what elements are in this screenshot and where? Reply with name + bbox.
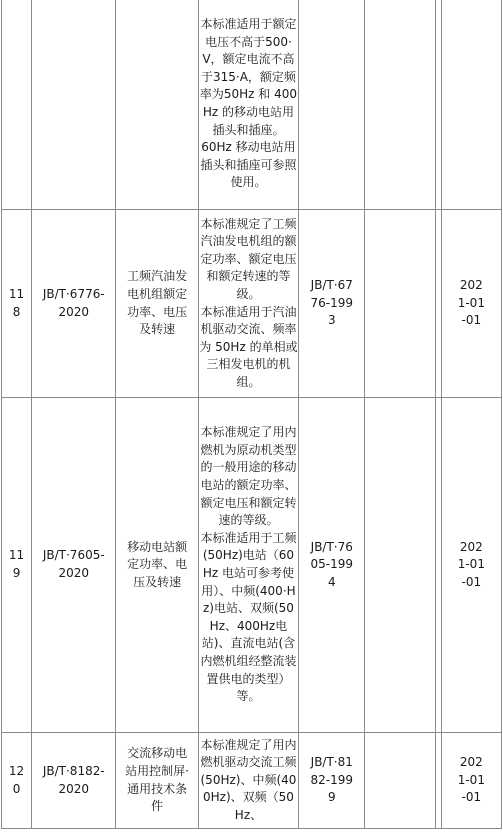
replaced-standard: JB/T·8182-1999 [299,733,365,829]
implementation-date: 2021-01-01 [441,210,501,398]
scope-paragraph: 本标准适用于额定电压不高于500·V，额定电流不高于315·A，额定频率为50Hz 和 400Hz 的移动电站用插头和插座。 [199,17,298,137]
adopted-standard [365,210,435,398]
standard-name [116,0,198,210]
standard-name: 交流移动电站用控制屏·通用技术条件 [116,733,198,829]
replaced-standard: JB/T·7605-1994 [299,398,365,733]
implementation-date [441,0,501,210]
standard-name: 工频汽油发电机组额定功率、电压及转速 [116,210,198,398]
standard-scope [198,733,298,829]
standard-scope [198,210,298,398]
scope-paragraph: 本标准适用于汽油机驱动交流、频率为 50Hz 的单相或三相发电机的机组。 [199,304,298,389]
scope-paragraph: 本标准规定了工频汽油发电机组的额定功率、额定电压和额定转速的等级。 [200,216,297,301]
standard-code: JB/T·7605-2020 [32,398,116,733]
table-row [2,398,502,733]
standards-table [1,0,502,829]
row-number: 118 [2,210,32,398]
row-number: 119 [2,398,32,733]
table-row [2,0,502,210]
adopted-standard [365,398,435,733]
table-row [2,210,502,398]
standard-code: JB/T·8182-2020 [32,733,116,829]
standard-code: JB/T·6776-2020 [32,210,116,398]
standard-name: 移动电站额定功率、电压及转速 [116,398,198,733]
implementation-date: 2021-01-01 [441,398,501,733]
scope-paragraph: 本标准规定了用内燃机驱动交流工频(50Hz)、中频(400Hz)、双频（50Hz、 [200,737,297,822]
implementation-date: 2021-01-01 [441,733,501,829]
standard-scope [198,398,298,733]
adopted-standard [365,0,435,210]
standard-code [32,0,116,210]
row-number: 120 [2,733,32,829]
standard-scope [198,0,298,210]
replaced-standard [299,0,365,210]
scope-paragraph: 本标准适用于工频(50Hz)电站（60Hz 电站可参考使用）、中频(400·Hz)电站、双频(50Hz、400Hz电站)、直流电站(含内燃机组经整流装置供电的类型）等。 [200,530,297,704]
adopted-standard [365,733,435,829]
row-number [2,0,32,210]
scope-paragraph: 本标准规定了用内燃机为原动机类型的一般用途的移动电站的额定功率、额定电压和额定转速的等级。 [200,425,297,528]
scope-paragraph: 60Hz 移动电站用插头和插座可参照使用。 [200,140,297,190]
table-row [2,733,502,829]
replaced-standard: JB/T·6776-1993 [299,210,365,398]
